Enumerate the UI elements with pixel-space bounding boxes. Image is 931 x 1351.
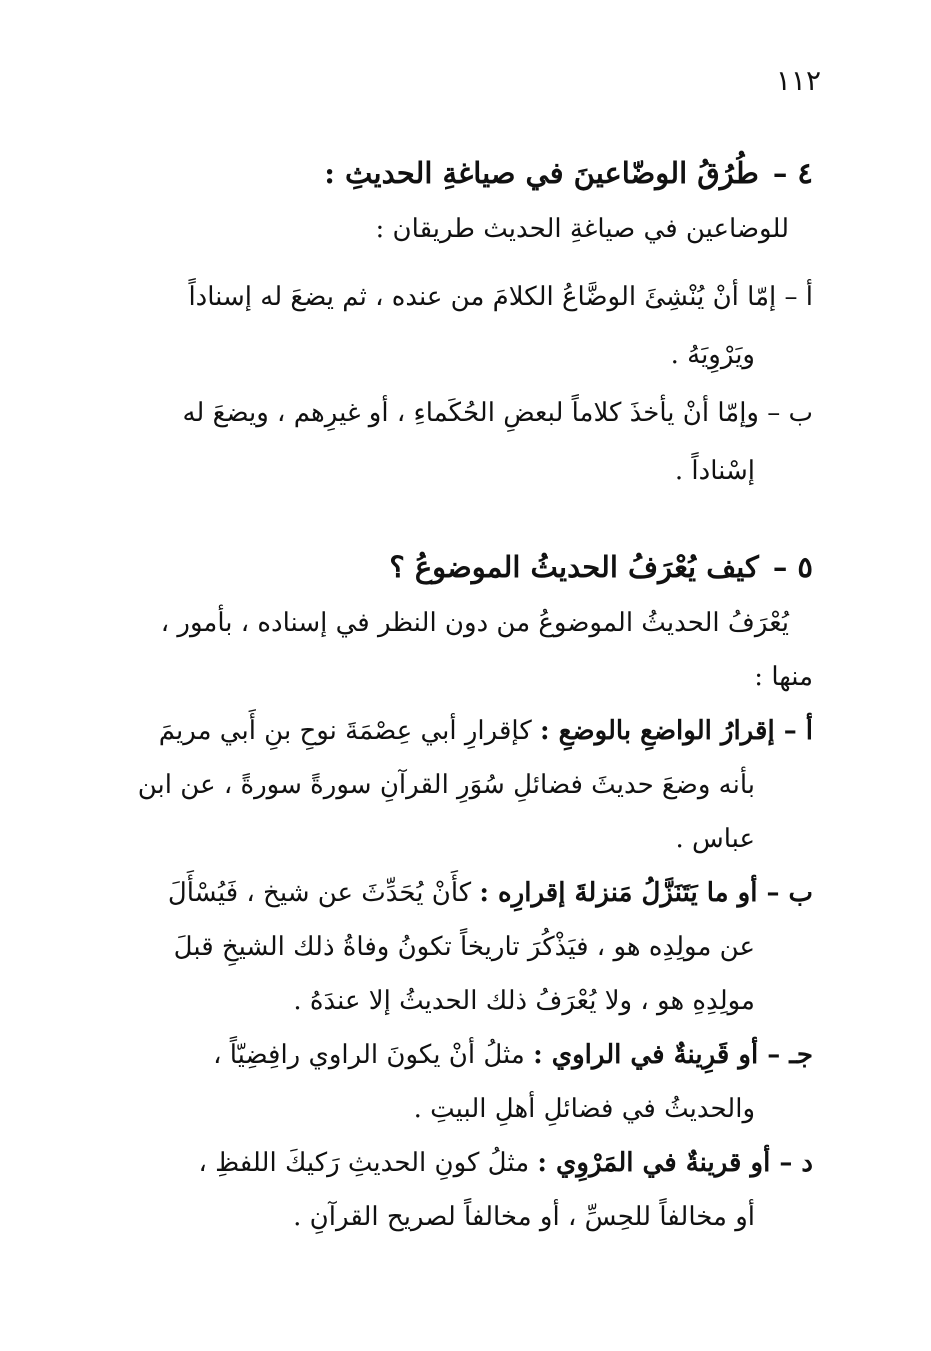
section-5-item-d-text: مثلُ كونِ الحديثِ رَكيكَ اللفظِ ،: [198, 1148, 530, 1178]
section-5-item-d-label: د – أو قرينةٌ في المَرْوِي :: [537, 1148, 813, 1178]
section-5-item-c-line-2: والحديثُ في فضائلِ أهلِ البيتِ .: [413, 1094, 755, 1124]
page-content: [113, 150, 813, 1244]
section-5-item-a-text: كإقرارِ أبي عِصْمَةَ نوحِ بنِ أَبي مريمَ: [158, 716, 532, 746]
section-5-item-b-line-2: عن مولِدِه هو ، فيَذْكُرَ تاريخاً تكونُ وفاةُ ذلك الشيخِ قبلَ: [173, 932, 755, 962]
section-5-item-a-label: أ – إقرارُ الواضعِ بالوضعِ :: [540, 716, 813, 746]
section-5-item-a-line-3: عباس .: [675, 824, 755, 854]
section-4-item-b-line-2: إسْناداً .: [674, 456, 755, 486]
section-4-heading: [113, 150, 813, 196]
section-5-item-d: [113, 1136, 813, 1244]
section-4-item-a: [113, 268, 813, 384]
section-5-intro-line-2: منها :: [754, 662, 813, 692]
section-5-item-c-label: جـ – أو قَرِينةٌ في الراوي :: [533, 1040, 813, 1070]
section-4-item-b: [113, 384, 813, 500]
section-4-item-a-line-2: ويَرْوِيَهُ .: [670, 340, 755, 370]
section-4-item-a-line-1: أ – إمّا أنْ يُنْشِئَ الوضَّاعُ الكلامَ من عنده ، ثم يضعَ له إسناداً: [188, 282, 813, 312]
section-5-item-b-line-3: مولِدِهِ هو ، ولا يُعْرَفُ ذلك الحديثُ إلا عندَهُ .: [293, 986, 755, 1016]
section-4-intro: للوضاعين في صياغةِ الحديث طريقان :: [375, 214, 789, 244]
section-5-item-b-line-1: [113, 866, 813, 920]
section-4-item-b-line-1: ب – وإمّا أنْ يأخذَ كلاماً لبعضِ الحُكَماءِ ، أو غيرِهم ، ويضعَ له: [182, 398, 813, 428]
section-5-item-b-text: كأَنْ يُحَدِّثَ عن شيخ ، فَيُسْأَلَ: [167, 878, 472, 908]
section-5-intro-line-1: يُعْرَفُ الحديثُ الموضوعُ من دون النظر في إسناده ، بأمور ،: [160, 608, 789, 638]
section-5-item-b: [113, 866, 813, 1028]
section-5-title: كيف يُعْرَفُ الحديثُ الموضوعُ ؟: [389, 550, 759, 584]
section-5-item-c-line-1: [113, 1028, 813, 1082]
section-5-item-a-line-2: بأنه وضعَ حديثَ فضائلِ سُوَرِ القرآنِ سورةً سورةً ، عن ابن: [137, 770, 755, 800]
page-number: ١١٢: [775, 64, 821, 97]
section-4-number: ٤ –: [772, 156, 813, 190]
section-5-item-d-line-2: أو مخالفاً للحِسِّ ، أو مخالفاً لصريح القرآنِ .: [293, 1202, 755, 1232]
section-5-item-d-line-1: [113, 1136, 813, 1190]
section-5-item-c-text: مثلُ أنْ يكونَ الراوي رافِضِيّاً ،: [213, 1040, 525, 1070]
section-4-title: طُرُقُ الوضّاعينَ في صياغةِ الحديثِ :: [324, 156, 759, 190]
section-5-item-a-line-1: [113, 704, 813, 758]
section-5-item-c: [113, 1028, 813, 1136]
section-5-number: ٥ –: [772, 550, 813, 584]
section-5-heading: [113, 544, 813, 590]
section-5-item-a: [113, 704, 813, 866]
section-5-item-b-label: ب – أو ما يَتَنَزَّلُ مَنزلةَ إقرارِه :: [479, 878, 813, 908]
